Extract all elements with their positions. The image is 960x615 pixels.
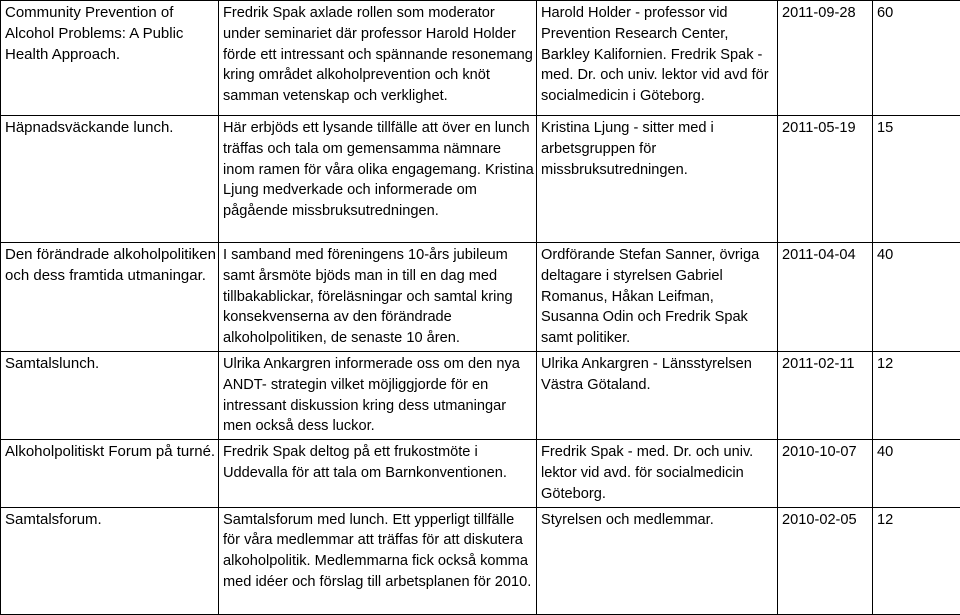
event-date-cell: 2011-04-04 bbox=[778, 243, 873, 352]
event-description-cell: Här erbjöds ett lysande tillfälle att över en lunch träffas och tala om gemensamma nämnare inom ramen för våra olika engagemang. Kristina Ljung medverkade och informerade om pågående missbruksutredningen. bbox=[219, 116, 537, 243]
event-date-cell: 2010-10-07 bbox=[778, 440, 873, 507]
event-description-cell: Ulrika Ankargren informerade oss om den nya ANDT- strategin vilket möjliggjorde för en intressant diskussion kring dess utmaningar men också dess luckor. bbox=[219, 352, 537, 440]
table-row bbox=[1, 352, 960, 440]
event-title-cell: Community Prevention of Alcohol Problems: A Public Health Approach. bbox=[1, 1, 219, 116]
event-attendance-cell: 40 bbox=[873, 440, 960, 507]
event-title-cell: Samtalsforum. bbox=[1, 507, 219, 614]
event-attendance-cell: 60 bbox=[873, 1, 960, 116]
event-participants-cell: Styrelsen och medlemmar. bbox=[537, 507, 778, 614]
table-row bbox=[1, 116, 960, 243]
event-title-cell: Den förändrade alkoholpolitiken och dess framtida utmaningar. bbox=[1, 243, 219, 352]
event-description-cell: Fredrik Spak deltog på ett frukostmöte i Uddevalla för att tala om Barnkonventionen. bbox=[219, 440, 537, 507]
event-participants-cell: Fredrik Spak - med. Dr. och univ. lektor vid avd. för socialmedicin Göteborg. bbox=[537, 440, 778, 507]
event-attendance-cell: 12 bbox=[873, 507, 960, 614]
event-title-cell: Häpnadsväckande lunch. bbox=[1, 116, 219, 243]
event-title-cell: Alkoholpolitiskt Forum på turné. bbox=[1, 440, 219, 507]
event-title-cell: Samtalslunch. bbox=[1, 352, 219, 440]
event-attendance-cell: 12 bbox=[873, 352, 960, 440]
event-attendance-cell: 15 bbox=[873, 116, 960, 243]
event-participants-cell: Kristina Ljung - sitter med i arbetsgruppen för missbruksutredningen. bbox=[537, 116, 778, 243]
event-description-cell: Fredrik Spak axlade rollen som moderator under seminariet där professor Harold Holder förde ett intressant och spännande resonemang kring området alkoholprevention och knöt samman vetenskap och verklighet. bbox=[219, 1, 537, 116]
event-date-cell: 2011-02-11 bbox=[778, 352, 873, 440]
event-participants-cell: Harold Holder - professor vid Prevention Research Center, Barkley Kalifornien. Fredrik Spak - med. Dr. och univ. lektor vid avd för socialmedicin i Göteborg. bbox=[537, 1, 778, 116]
table-row bbox=[1, 243, 960, 352]
event-date-cell: 2011-05-19 bbox=[778, 116, 873, 243]
event-participants-cell: Ordförande Stefan Sanner, övriga deltagare i styrelsen Gabriel Romanus, Håkan Leifman, Susanna Odin och Fredrik Spak samt politiker. bbox=[537, 243, 778, 352]
event-attendance-cell: 40 bbox=[873, 243, 960, 352]
event-description-cell: I samband med föreningens 10-års jubileum samt årsmöte bjöds man in till en dag med tillbakablickar, föreläsningar och samtal kring konsekvenserna av den förändrade alkoholpolitiken, de senaste 10 åren. bbox=[219, 243, 537, 352]
event-date-cell: 2011-09-28 bbox=[778, 1, 873, 116]
event-participants-cell: Ulrika Ankargren - Länsstyrelsen Västra Götaland. bbox=[537, 352, 778, 440]
table-row bbox=[1, 507, 960, 614]
event-date-cell: 2010-02-05 bbox=[778, 507, 873, 614]
table-row bbox=[1, 440, 960, 507]
table-row bbox=[1, 1, 960, 116]
event-description-cell: Samtalsforum med lunch. Ett ypperligt tillfälle för våra medlemmar att träffas för att diskutera alkoholpolitik. Medlemmarna fick också komma med idéer och förslag till arbetsplanen för 2010. bbox=[219, 507, 537, 614]
